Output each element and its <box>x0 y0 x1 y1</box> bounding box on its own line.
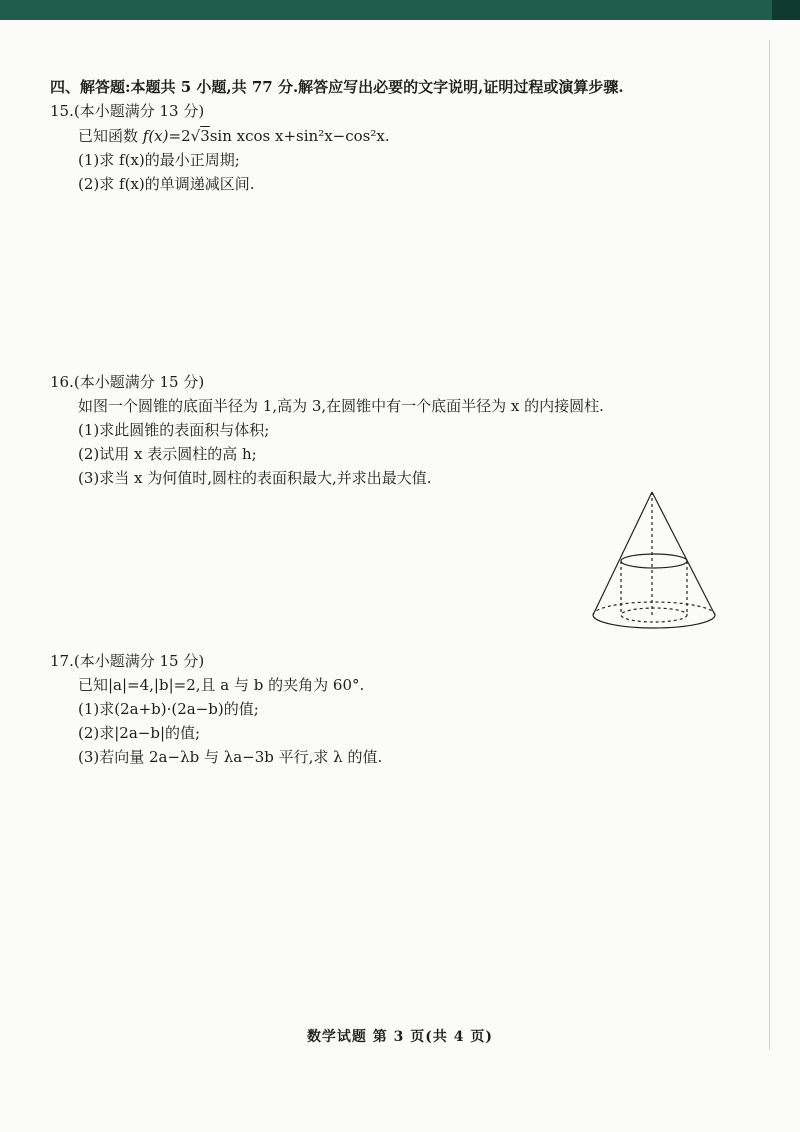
page-footer: 数学试题 第 3 页(共 4 页) <box>306 1029 494 1045</box>
q15-stem-prefix: 已知函数 <box>78 127 143 145</box>
q15-header: 15.(本小题满分 13 分) <box>50 102 205 120</box>
q16-stem: 如图一个圆锥的底面半径为 1,高为 3,在圆锥中有一个底面半径为 x 的内接圆柱. <box>78 397 604 415</box>
q15-part1: (1)求 f(x)的最小正周期; <box>78 151 240 169</box>
section-title: 四、解答题:本题共 5 小题,共 77 分.解答应写出必要的文字说明,证明过程或演算步骤. <box>50 78 624 96</box>
q17-stem: 已知|a|=4,|b|=2,且 a 与 b 的夹角为 60°. <box>78 676 365 694</box>
q17-part1: (1)求(2a+b)·(2a−b)的值; <box>78 700 259 718</box>
cone-left-edge <box>593 492 652 615</box>
q15-eq-a: =2 <box>168 127 191 145</box>
q15-stem <box>78 126 390 146</box>
right-margin-rule <box>769 40 770 1050</box>
q16-part3: (3)求当 x 为何值时,圆柱的表面积最大,并求出最大值. <box>78 469 432 487</box>
cylinder-bottom-ellipse <box>621 608 687 622</box>
sqrt-symbol: √ <box>190 127 201 145</box>
top-scan-band <box>0 0 800 20</box>
q16-header: 16.(本小题满分 15 分) <box>50 373 205 391</box>
q15-func-name: f(x) <box>142 127 169 145</box>
q15-part2: (2)求 f(x)的单调递减区间. <box>78 175 255 193</box>
q15-eq-b: sin xcos x+sin²x−cos²x. <box>209 127 390 145</box>
q17-part3: (3)若向量 2a−λb 与 λa−3b 平行,求 λ 的值. <box>78 748 383 766</box>
cone-right-edge <box>652 492 715 615</box>
q15-sqrt-value: 3 <box>200 127 210 145</box>
q17-part2: (2)求|2a−b|的值; <box>78 724 201 742</box>
q16-part2: (2)试用 x 表示圆柱的高 h; <box>78 445 257 463</box>
cone-base-front <box>593 615 715 628</box>
cylinder-top-ellipse <box>621 554 687 568</box>
cone-cylinder-figure <box>584 486 724 636</box>
q16-part1: (1)求此圆锥的表面积与体积; <box>78 421 270 439</box>
q17-header: 17.(本小题满分 15 分) <box>50 652 205 670</box>
